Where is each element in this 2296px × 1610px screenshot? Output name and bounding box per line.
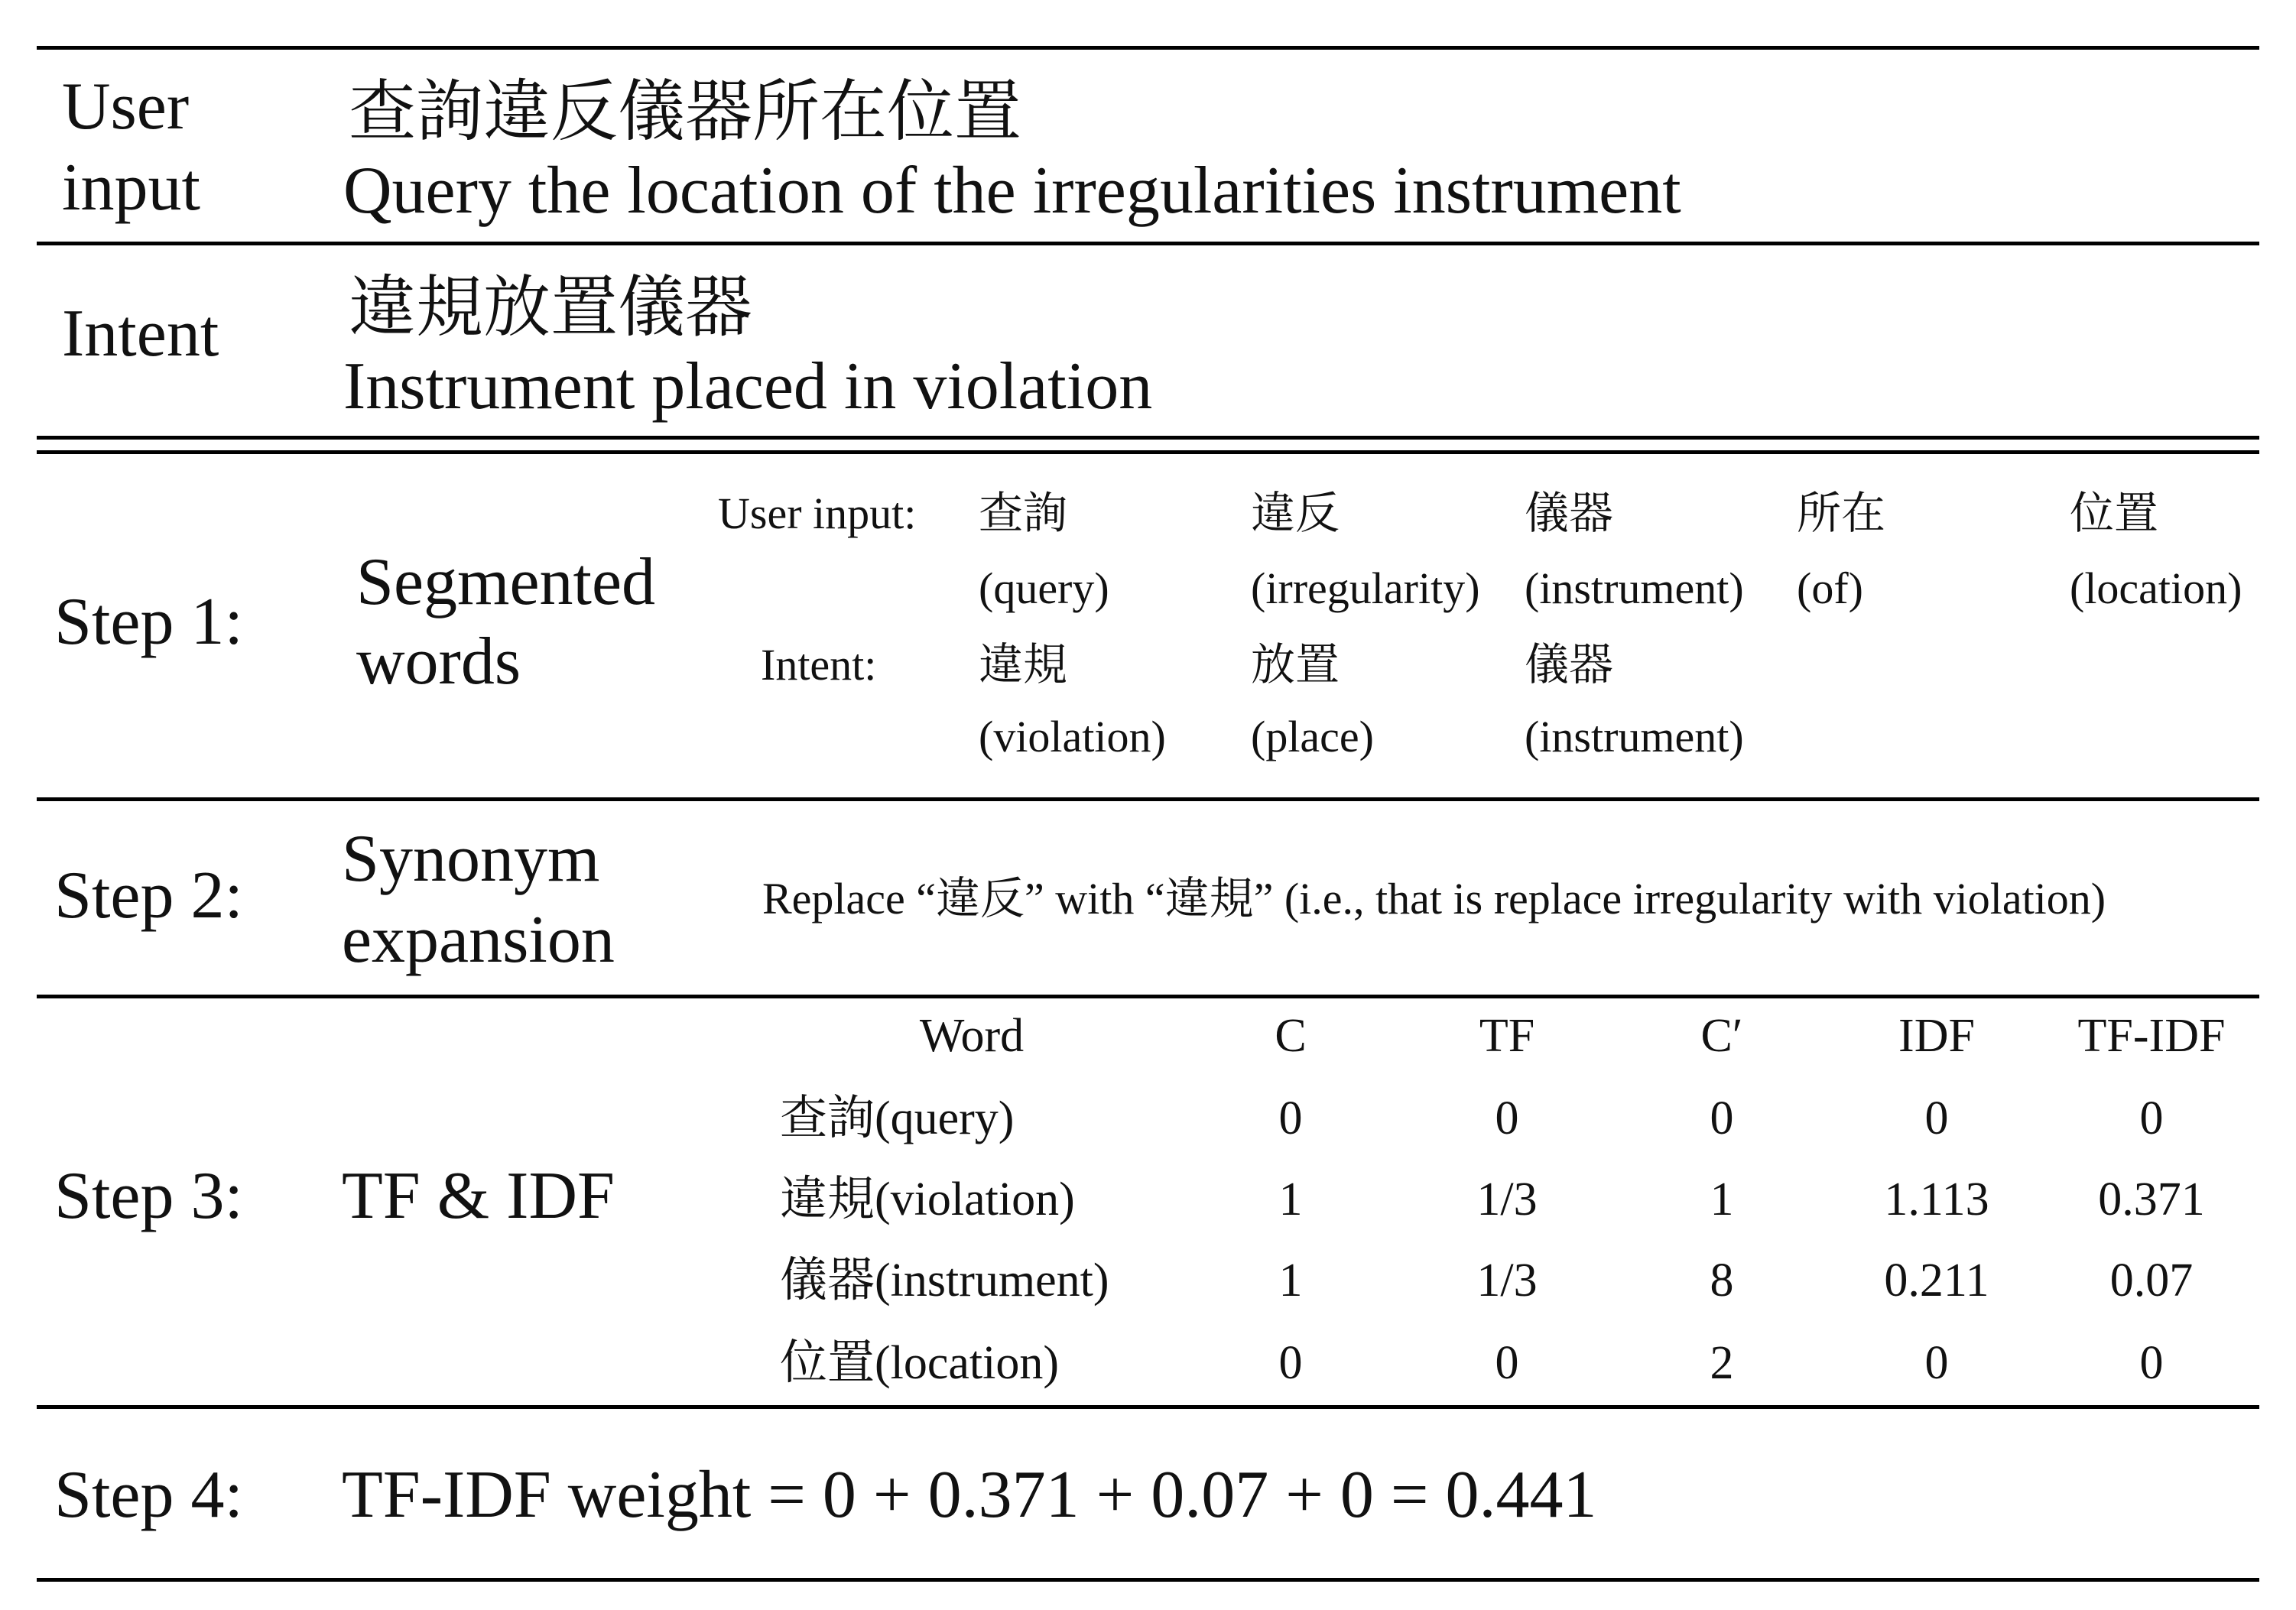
user-input-label-line2: input [62, 151, 200, 225]
step3-label: Step 3: [54, 1159, 243, 1233]
cell-word: 儀器(instrument) [780, 1255, 1109, 1307]
cell-c-prime: 1 [1710, 1173, 1734, 1225]
header-idf: IDF [1898, 1010, 1975, 1062]
cell-idf: 0 [1924, 1337, 1949, 1389]
user-input-word-zh: 儀器 [1525, 489, 1614, 538]
step3-rule [37, 1405, 2259, 1409]
intent-word-en: (place) [1251, 712, 1374, 761]
cell-tf-idf: 0.07 [2109, 1255, 2194, 1307]
top-rule [37, 46, 2259, 50]
cell-c: 0 [1278, 1337, 1303, 1389]
user-input-word-en: (irregularity) [1251, 563, 1480, 613]
cell-c-prime: 2 [1710, 1337, 1734, 1389]
step2-title-line2: expansion [342, 903, 615, 977]
user-input-rule [37, 242, 2259, 245]
cell-word: 查詢(query) [780, 1092, 1015, 1144]
user-input-word-en: (of) [1797, 563, 1863, 613]
user-input-word-zh: 查詢 [979, 489, 1068, 538]
user-input-word-zh: 違反 [1251, 489, 1340, 538]
user-input-label-line1: User [62, 70, 190, 144]
header-tf: TF [1479, 1010, 1535, 1062]
double-rule-upper [37, 436, 2259, 440]
segmented-user-input-label: User input: [718, 489, 917, 538]
cell-idf: 0 [1924, 1092, 1949, 1144]
intent-word-en: (violation) [979, 712, 1166, 761]
step2-label: Step 2: [54, 859, 243, 933]
cell-tf: 1/3 [1476, 1173, 1538, 1225]
step1-title-line1: Segmented [356, 545, 656, 619]
cell-word: 違規(violation) [780, 1173, 1075, 1225]
user-input-word-zh: 位置 [2070, 489, 2159, 538]
intent-word-zh: 違規 [979, 640, 1068, 690]
cell-idf: 1.113 [1884, 1173, 1989, 1225]
intent-chinese: 違規放置儀器 [349, 271, 753, 346]
step1-rule [37, 797, 2259, 801]
cell-c: 0 [1278, 1092, 1303, 1144]
user-input-chinese: 查詢違反儀器所在位置 [349, 76, 1022, 150]
cell-tf: 0 [1495, 1337, 1519, 1389]
intent-word-zh: 放置 [1251, 640, 1340, 690]
step3-title: TF & IDF [342, 1159, 615, 1233]
step1-title-line2: words [356, 625, 521, 699]
step1-label: Step 1: [54, 585, 243, 659]
header-tf-idf: TF-IDF [2077, 1010, 2226, 1062]
user-input-word-zh: 所在 [1797, 489, 1886, 538]
cell-c: 1 [1278, 1255, 1303, 1307]
cell-word: 位置(location) [780, 1337, 1060, 1389]
cell-idf: 0.211 [1884, 1255, 1989, 1307]
step4-label: Step 4: [54, 1458, 243, 1532]
cell-tf: 0 [1495, 1092, 1519, 1144]
user-input-word-en: (location) [2070, 563, 2242, 613]
tfidf-weight-formula: TF-IDF weight = 0 + 0.371 + 0.07 + 0 = 0.441 [342, 1458, 1597, 1532]
header-c: C [1275, 1010, 1307, 1062]
cell-tf-idf: 0 [2139, 1092, 2164, 1144]
intent-word-zh: 儀器 [1525, 640, 1614, 690]
user-input-word-en: (query) [979, 563, 1109, 613]
user-input-english: Query the location of the irregularities instrument [343, 154, 1681, 228]
intent-label: Intent [62, 297, 219, 371]
cell-tf: 1/3 [1476, 1255, 1538, 1307]
intent-english: Instrument placed in violation [343, 349, 1153, 424]
user-input-word-en: (instrument) [1525, 563, 1744, 613]
step2-title-line1: Synonym [342, 822, 600, 896]
cell-tf-idf: 0 [2139, 1337, 2164, 1389]
cell-tf-idf: 0.371 [2098, 1173, 2205, 1225]
intent-word-en: (instrument) [1525, 712, 1744, 761]
double-rule-lower [37, 450, 2259, 454]
header-c-prime: C′ [1700, 1010, 1743, 1062]
cell-c: 1 [1278, 1173, 1303, 1225]
header-word: Word [919, 1010, 1025, 1062]
synonym-description: Replace “違反” with “違規” (i.e., that is replace irregularity with violation) [762, 874, 2106, 923]
cell-c-prime: 8 [1710, 1255, 1734, 1307]
segmented-intent-label: Intent: [761, 640, 877, 690]
bottom-rule [37, 1578, 2259, 1582]
cell-c-prime: 0 [1710, 1092, 1734, 1144]
step2-rule [37, 995, 2259, 998]
